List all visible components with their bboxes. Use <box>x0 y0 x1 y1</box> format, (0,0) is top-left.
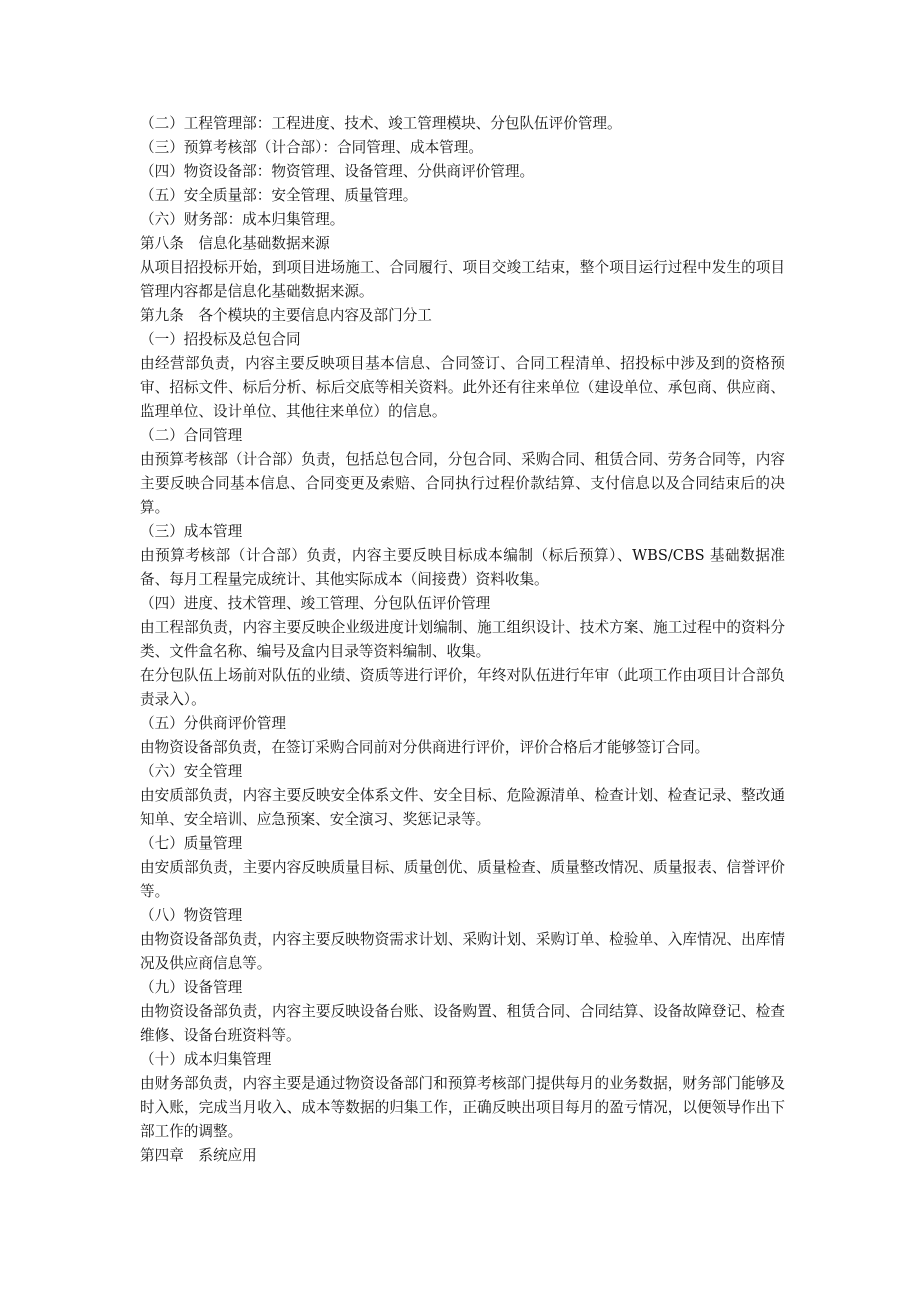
section-equipment-heading: （九）设备管理 <box>140 979 243 996</box>
chapter-4-heading: 第四章 系统应用 <box>140 1147 257 1164</box>
section-cost-heading: （三）成本管理 <box>140 523 243 540</box>
section-cost-paragraph: 由预算考核部（计合部）负责，内容主要反映目标成本编制（标后预算）、WBS/CBS 基础数据准备、每月工程量完成统计、其他实际成本（间接费）资料收集。 <box>140 547 785 588</box>
dept-item-materials: （四）物资设备部：物资管理、设备管理、分供商评价管理。 <box>140 163 535 180</box>
article-8-heading: 第八条 信息化基础数据来源 <box>140 235 330 252</box>
section-materials-heading: （八）物资管理 <box>140 907 243 924</box>
section-safety-heading: （六）安全管理 <box>140 763 243 780</box>
section-bidding-paragraph: 由经营部负责，内容主要反映项目基本信息、合同签订、合同工程清单、招投标中涉及到的资格预审、招标文件、标后分析、标后交底等相关资料。此外还有往来单位（建设单位、承包商、供应商、监理单位、设计单位、其他往来单位）的信息。 <box>140 355 785 420</box>
section-contract-heading: （二）合同管理 <box>140 427 243 444</box>
section-supplier-paragraph: 由物资设备部负责，在签订采购合同前对分供商进行评价，评价合格后才能够签订合同。 <box>140 739 710 756</box>
section-quality-paragraph: 由安质部负责，主要内容反映质量目标、质量创优、质量检查、质量整改情况、质量报表、信誉评价等。 <box>140 859 785 900</box>
section-cost-collection-paragraph: 由财务部负责，内容主要是通过物资设备部门和预算考核部门提供每月的业务数据，财务部门能够及时入账，完成当月收入、成本等数据的归集工作，正确反映出项目每月的盈亏情况，以便领导作出下部工作的调整。 <box>140 1075 785 1140</box>
section-contract-paragraph: 由预算考核部（计合部）负责，包括总包合同，分包合同、采购合同、租赁合同、劳务合同等，内容主要反映合同基本信息、合同变更及索赔、合同执行过程价款结算、支付信息以及合同结束后的决算。 <box>140 451 785 516</box>
section-supplier-heading: （五）分供商评价管理 <box>140 715 286 732</box>
section-materials-paragraph: 由物资设备部负责，内容主要反映物资需求计划、采购计划、采购订单、检验单、入库情况、出库情况及供应商信息等。 <box>140 931 785 972</box>
section-cost-collection-heading: （十）成本归集管理 <box>140 1051 272 1068</box>
dept-item-finance: （六）财务部：成本归集管理。 <box>140 211 345 228</box>
section-progress-heading: （四）进度、技术管理、竣工管理、分包队伍评价管理 <box>140 595 491 612</box>
dept-item-budget: （三）预算考核部（计合部）：合同管理、成本管理。 <box>140 139 483 156</box>
section-bidding-heading: （一）招投标及总包合同 <box>140 331 301 348</box>
article-9-heading: 第九条 各个模块的主要信息内容及部门分工 <box>140 307 432 324</box>
section-equipment-paragraph: 由物资设备部负责，内容主要反映设备台账、设备购置、租赁合同、合同结算、设备故障登记、检查维修、设备台班资料等。 <box>140 1003 785 1044</box>
dept-item-safety: （五）安全质量部：安全管理、质量管理。 <box>140 187 418 204</box>
section-progress-paragraph-2: 在分包队伍上场前对队伍的业绩、资质等进行评价，年终对队伍进行年审（此项工作由项目计合部负责录入）。 <box>140 667 785 708</box>
article-8-paragraph: 从项目招投标开始，到项目进场施工、合同履行、项目交竣工结束，整个项目运行过程中发生的项目管理内容都是信息化基础数据来源。 <box>140 259 785 300</box>
document-body <box>140 112 785 1168</box>
section-safety-paragraph: 由安质部负责，内容主要反映安全体系文件、安全目标、危险源清单、检查计划、检查记录、整改通知单、安全培训、应急预案、安全演习、奖惩记录等。 <box>140 787 785 828</box>
dept-item-engineering: （二）工程管理部：工程进度、技术、竣工管理模块、分包队伍评价管理。 <box>140 115 622 132</box>
section-progress-paragraph: 由工程部负责，内容主要反映企业级进度计划编制、施工组织设计、技术方案、施工过程中的资料分类、文件盒名称、编号及盒内目录等资料编制、收集。 <box>140 619 785 660</box>
section-quality-heading: （七）质量管理 <box>140 835 243 852</box>
